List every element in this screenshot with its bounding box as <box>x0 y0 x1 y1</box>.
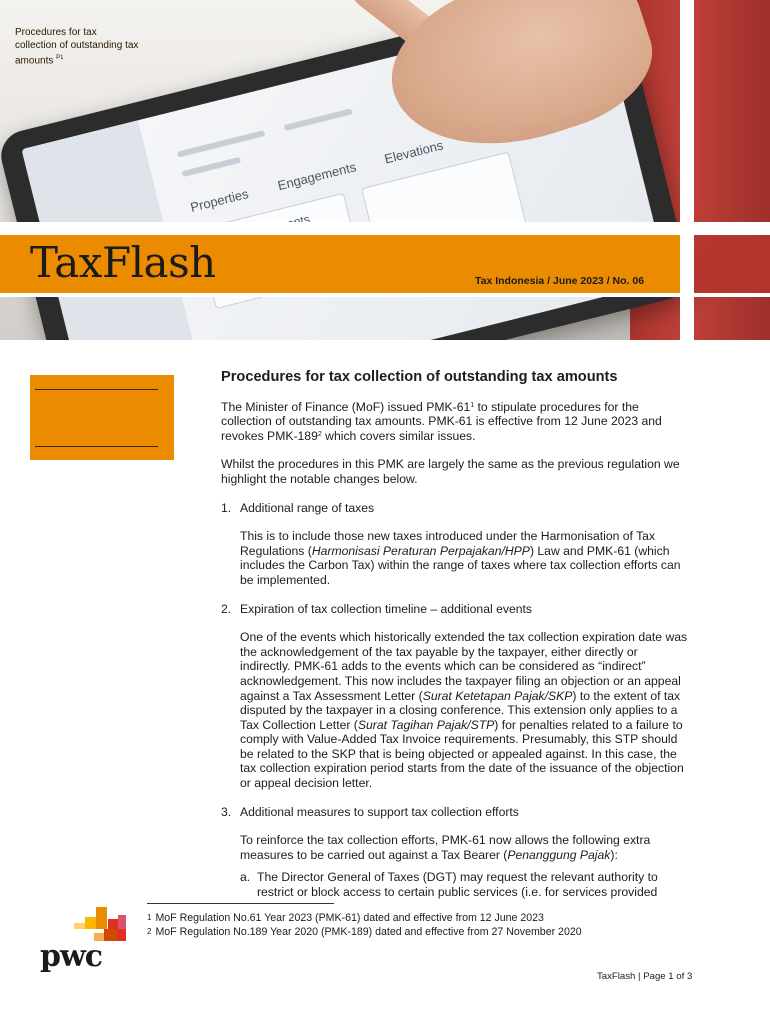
page-footer: TaxFlash | Page 1 of 3 <box>597 971 693 982</box>
list-item-2-body: One of the events which historically extended the tax collection expiration date was the acknowledgement of the tax payable by the taxpayer, either directly or indirectly. PMK-61 adds to the events which can be considered as “indirect” acknowledgement. This now includes the taxpayer filing an objection or an appeal against a Tax Assessment Letter (Surat Ketetapan Pajak/SKP) to the extent of tax disputed by the taxpayer in a closing conference. This extension only applies to a Tax Collection Letter (Surat Tagihan Pajak/STP) for penalties related to a failure to comply with Value-Added Tax Invoice requirements. Presumably, this STP should be related to the SKP that is being objected or appealed against. In this case, the tax collection expiration period starts from the date of the issuance of the objection or appeal decision letter. <box>240 630 688 791</box>
footnote-1: $^1$ MoF Regulation No.61 Year 2023 (PMK-61) dated and effective from 12 June 2023 <box>147 912 544 924</box>
edition-label: Tax Indonesia / June 2023 / No. 06 <box>475 275 645 287</box>
list-item-1 <box>221 501 691 516</box>
footnote-ref-2[interactable]: 2 <box>317 430 322 438</box>
sublist-letter: a. <box>240 870 251 885</box>
sidebar-rule-top <box>35 389 158 390</box>
pwc-logo <box>38 905 133 985</box>
screen-label-elevations: Elevations <box>382 137 445 167</box>
list-number: 2. <box>221 601 232 616</box>
sidebar-box <box>30 375 174 460</box>
list-number: 1. <box>221 500 232 515</box>
sidebar-link[interactable]: Procedures for tax collection of outstanding tax amounts <box>15 27 139 67</box>
sidebar-marker: P1 <box>56 55 64 61</box>
intro-paragraph: The Minister of Finance (MoF) issued PMK-61$^1$ to stipulate procedures for the collection of outstanding tax amounts. PMK-61 is effective from 12 June 2023 and revokes PMK-189$^2$ which covers similar issues. <box>221 399 662 443</box>
sidebar-rule-bottom <box>35 446 158 447</box>
list-item-3 <box>221 805 691 820</box>
screen-label-properties: Properties <box>188 186 250 215</box>
banner-accent <box>695 235 770 293</box>
list-heading: Expiration of tax collection timeline – additional events <box>240 601 532 616</box>
article-title: Procedures for tax collection of outstanding tax amounts <box>221 369 618 385</box>
list-item-1-body: This is to include those new taxes introduced under the Harmonisation of Tax Regulations (Harmonisasi Peraturan Perpajakan/HPP) Law and PMK-61 (which includes the Carbon Tax) within the range of taxes where tax collection efforts can be implemented. <box>240 529 681 587</box>
list-heading: Additional range of taxes <box>240 500 375 515</box>
overview-paragraph: Whilst the procedures in this PMK are largely the same as the previous regulation we highlight the notable changes below. <box>221 457 680 486</box>
brand-title: TaxFlash <box>30 238 216 287</box>
footnote-divider <box>147 903 334 904</box>
article <box>221 370 691 900</box>
list-item-3-body: To reinforce the tax collection efforts, PMK-61 now allows the following extra measures to be carried out against a Tax Bearer (Penanggung Pajak): <box>240 833 651 862</box>
list-item-3a <box>240 870 691 899</box>
screen-label-engagements: Engagements <box>276 159 358 194</box>
pwc-logo-text: pwc <box>40 939 103 974</box>
footnote-ref-1[interactable]: 1 <box>470 401 475 409</box>
list-number: 3. <box>221 804 232 819</box>
list-item-2 <box>221 602 691 617</box>
footnotes <box>147 911 582 939</box>
footnote-2: $^2$ MoF Regulation No.189 Year 2020 (PMK-189) dated and effective from 27 November 2020 <box>147 926 582 938</box>
sublist-text: The Director General of Taxes (DGT) may request the relevant authority to restrict or block access to certain public services (i.e. for services provided <box>257 870 658 900</box>
list-heading: Additional measures to support tax collection efforts <box>240 804 519 819</box>
